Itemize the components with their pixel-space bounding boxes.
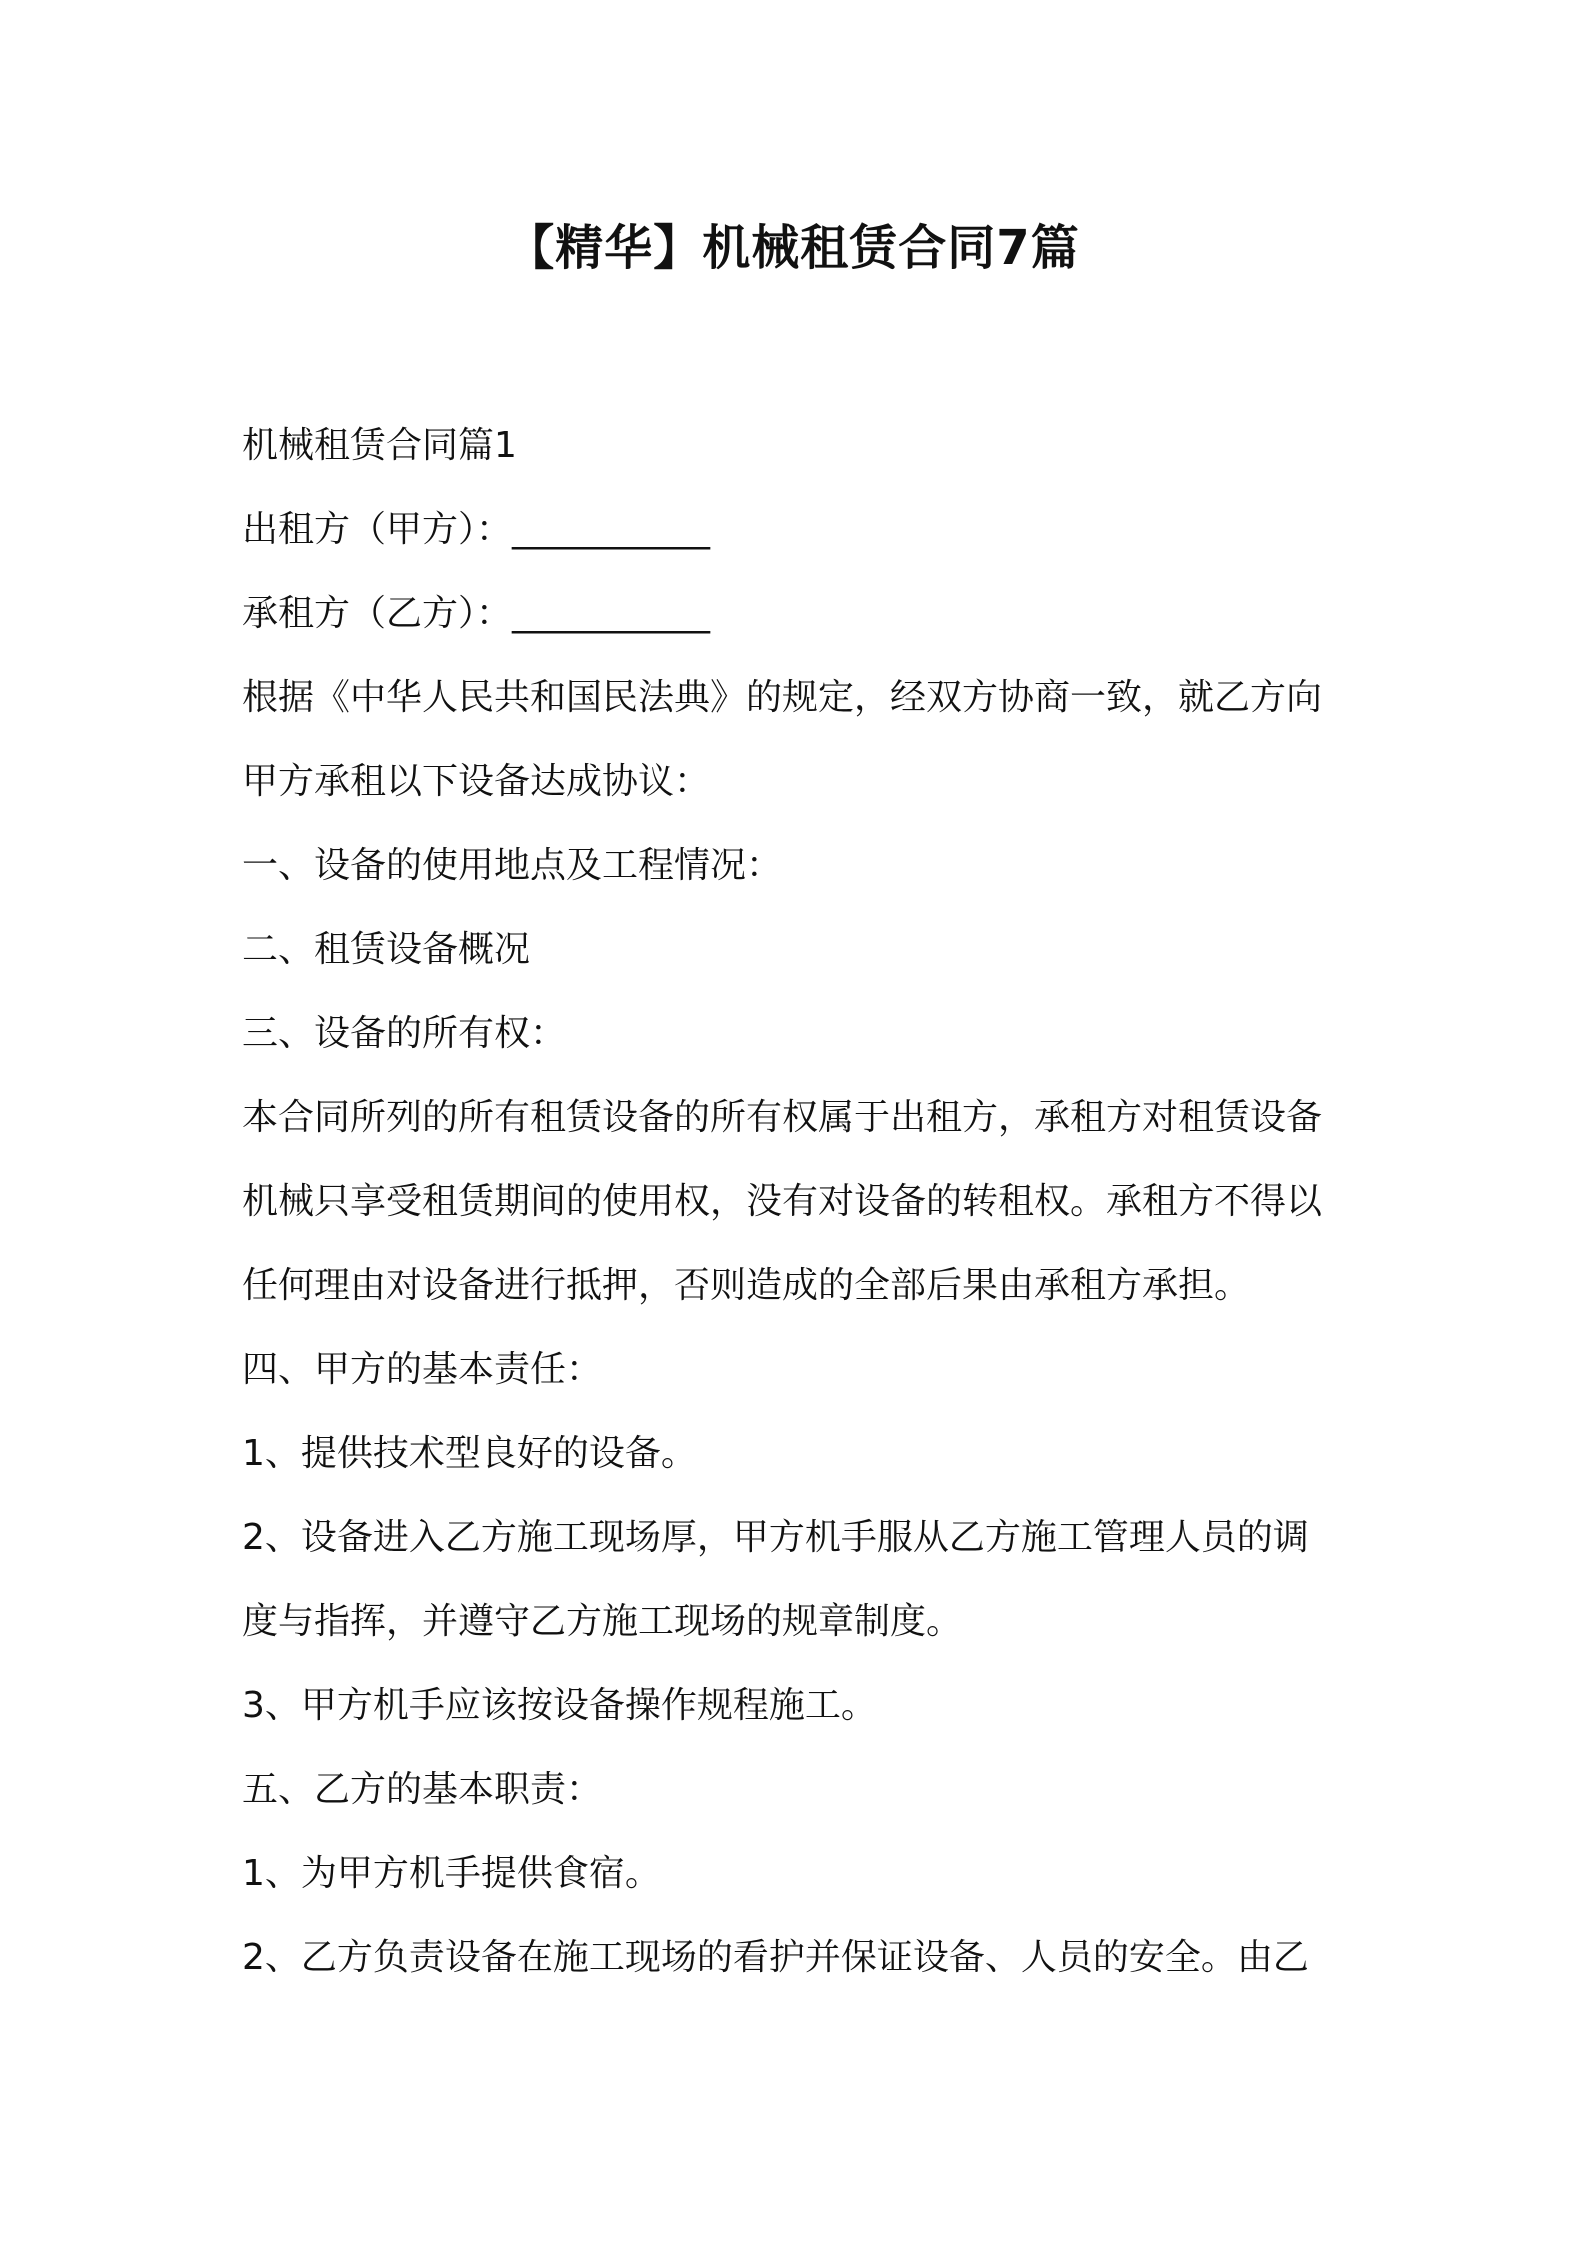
clause-heading: 三、设备的所有权： [242, 1013, 567, 1054]
clause-heading: 二、租赁设备概况 [242, 929, 531, 970]
list-item-continuation: 度与指挥，并遵守乙方施工现场的规章制度。 [242, 1601, 963, 1642]
paragraph-line: 根据《中华人民共和国民法典》的规定，经双方协商一致，就乙方向 [242, 677, 1323, 718]
clause-heading: 五、乙方的基本职责： [242, 1769, 603, 1810]
clause-heading: 一、设备的使用地点及工程情况： [242, 845, 783, 886]
list-item: 1、为甲方机手提供食宿。 [242, 1853, 661, 1894]
clause-heading: 四、甲方的基本责任： [242, 1349, 603, 1390]
list-item: 3、甲方机手应该按设备操作规程施工。 [242, 1685, 877, 1726]
section-heading-contract-1: 机械租赁合同篇1 [242, 425, 517, 466]
paragraph-line: 机械只享受租赁期间的使用权，没有对设备的转租权。承租方不得以 [242, 1181, 1323, 1222]
list-item: 2、设备进入乙方施工现场厚，甲方机手服从乙方施工管理人员的调 [242, 1517, 1309, 1558]
list-item: 2、乙方负责设备在施工现场的看护并保证设备、人员的安全。由乙 [242, 1937, 1309, 1978]
paragraph-line: 任何理由对设备进行抵押，否则造成的全部后果由承租方承担。 [242, 1265, 1251, 1306]
paragraph-line: 本合同所列的所有租赁设备的所有权属于出租方，承租方对租赁设备 [242, 1097, 1323, 1138]
list-item: 1、提供技术型良好的设备。 [242, 1433, 697, 1474]
paragraph-line: 甲方承租以下设备达成协议： [242, 761, 711, 802]
document-body [242, 404, 1362, 2000]
document-title: 【精华】机械租赁合同7篇 [506, 220, 1080, 276]
lessor-party-line: 出租方（甲方）：___________ [242, 509, 711, 550]
lessee-party-line: 承租方（乙方）：___________ [242, 593, 711, 634]
